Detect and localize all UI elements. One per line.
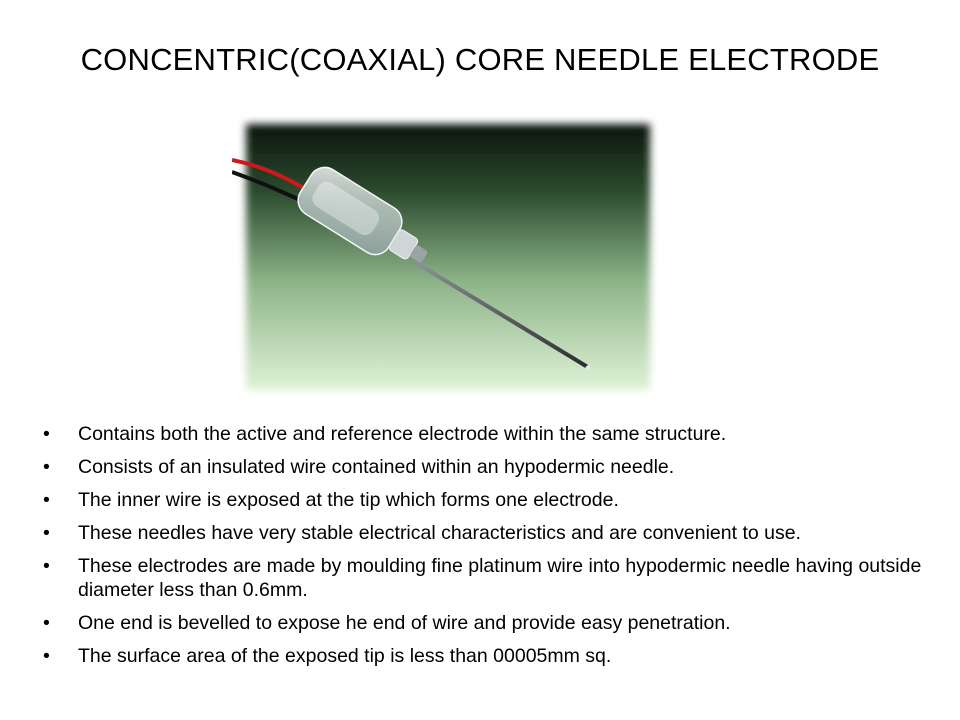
bullet-glyph: • [43,456,50,478]
bullet-text: One end is bevelled to expose he end of wire and provide easy penetration. [78,612,731,634]
slide-title: CONCENTRIC(COAXIAL) CORE NEEDLE ELECTRODE [80,42,880,77]
bullet-item [40,554,940,602]
bullet-item [40,644,940,668]
bullet-item [40,455,940,479]
bullet-item [40,521,940,545]
bullet-text: The inner wire is exposed at the tip which forms one electrode. [78,489,619,511]
needle-electrode-illustration [232,116,662,396]
bullet-glyph: • [43,555,50,577]
bullet-glyph: • [43,489,50,511]
bullet-list [40,422,940,677]
bullet-text: Consists of an insulated wire contained within an hypodermic needle. [78,456,675,478]
bullet-glyph: • [43,423,50,445]
bullet-item [40,611,940,635]
needle-electrode-photo [232,116,662,396]
bullet-text: These electrodes are made by moulding fine platinum wire into hypodermic needle having outside diameter less than 0.6mm. [78,555,922,601]
bullet-glyph: • [43,522,50,544]
bullet-text: The surface area of the exposed tip is less than 00005mm sq. [78,645,612,667]
bullet-text: These needles have very stable electrical characteristics and are convenient to use. [78,522,801,544]
bullet-glyph: • [43,645,50,667]
bullet-item [40,422,940,446]
needle-tip [586,366,591,371]
bullet-item [40,488,940,512]
bullet-glyph: • [43,612,50,634]
bullet-text: Contains both the active and reference electrode within the same structure. [78,423,727,445]
